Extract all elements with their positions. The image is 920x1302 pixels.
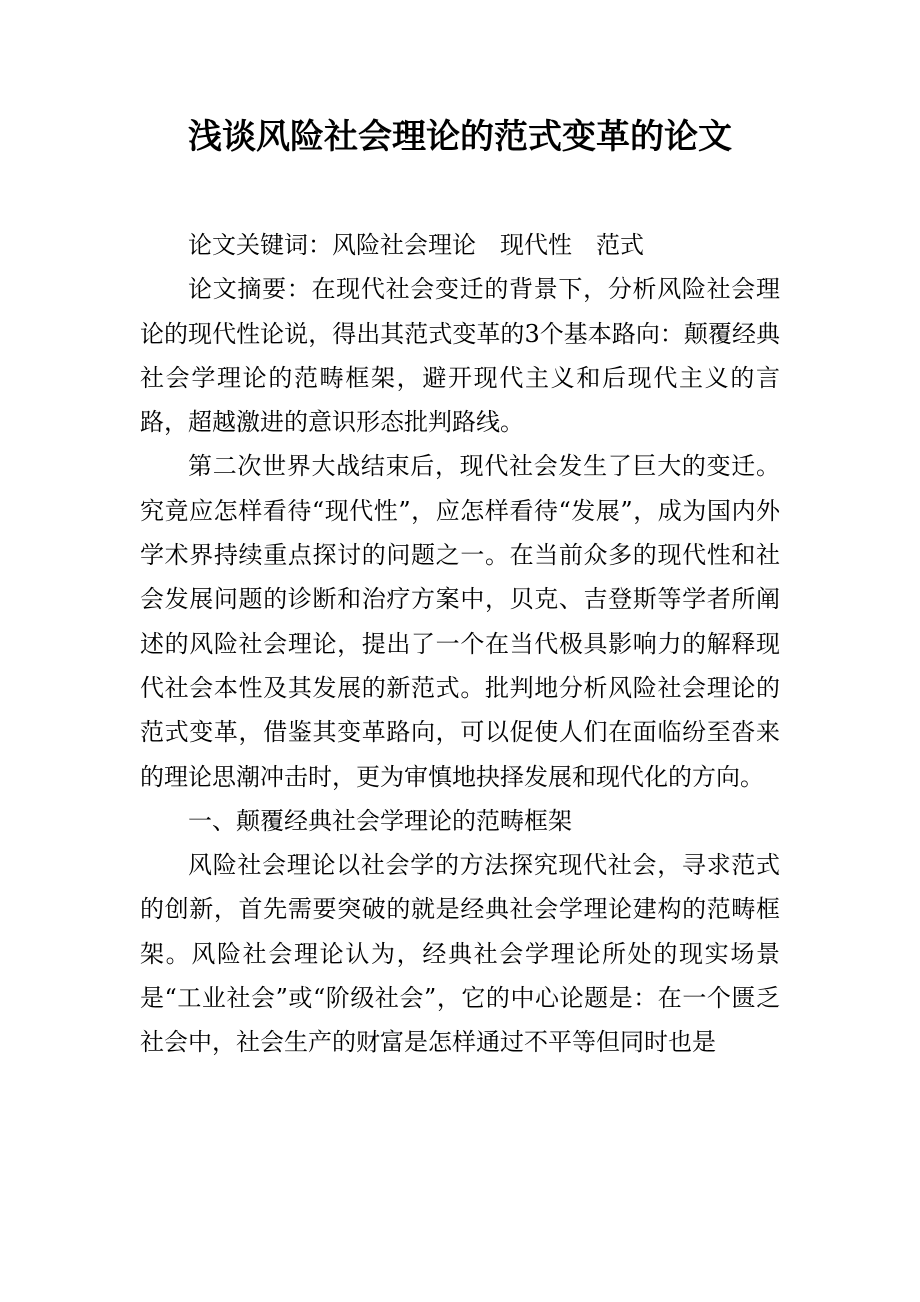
document-body: [140, 223, 780, 1065]
section-heading: 一、颠覆经典社会学理论的范畴框架: [188, 806, 572, 835]
abstract-paragraph: 论文摘要：在现代社会变迁的背景下，分析风险社会理论的现代性论说，得出其范式变革的3个基本路向：颠覆经典社会学理论的范畴框架，避开现代主义和后现代主义的言路，超越激进的意识形态批判路线。: [140, 275, 780, 437]
document-title: 浅谈风险社会理论的范式变革的论文: [188, 117, 732, 157]
intro-paragraph: 第二次世界大战结束后，现代社会发生了巨大的变迁。究竟应怎样看待“现代性”，应怎样看待“发展”，成为国内外学术界持续重点探讨的问题之一。在当前众多的现代性和社会发展问题的诊断和治疗方案中，贝克、吉登斯等学者所阐述的风险社会理论，提出了一个在当代极具影响力的解释现代社会本性及其发展的新范式。批判地分析风险社会理论的范式变革，借鉴其变革路向，可以促使人们在面临纷至沓来的理论思潮冲击时，更为审慎地抉择发展和现代化的方向。: [140, 452, 780, 791]
body-paragraph: 风险社会理论以社会学的方法探究现代社会，寻求范式的创新，首先需要突破的就是经典社会学理论建构的范畴框架。风险社会理论认为，经典社会学理论所处的现实场景是“工业社会”或“阶级社会”，它的中心论题是：在一个匮乏社会中，社会生产的财富是怎样通过不平等但同时也是: [140, 851, 780, 1057]
keywords-line: 论文关键词：风险社会理论 现代性 范式: [188, 231, 644, 259]
